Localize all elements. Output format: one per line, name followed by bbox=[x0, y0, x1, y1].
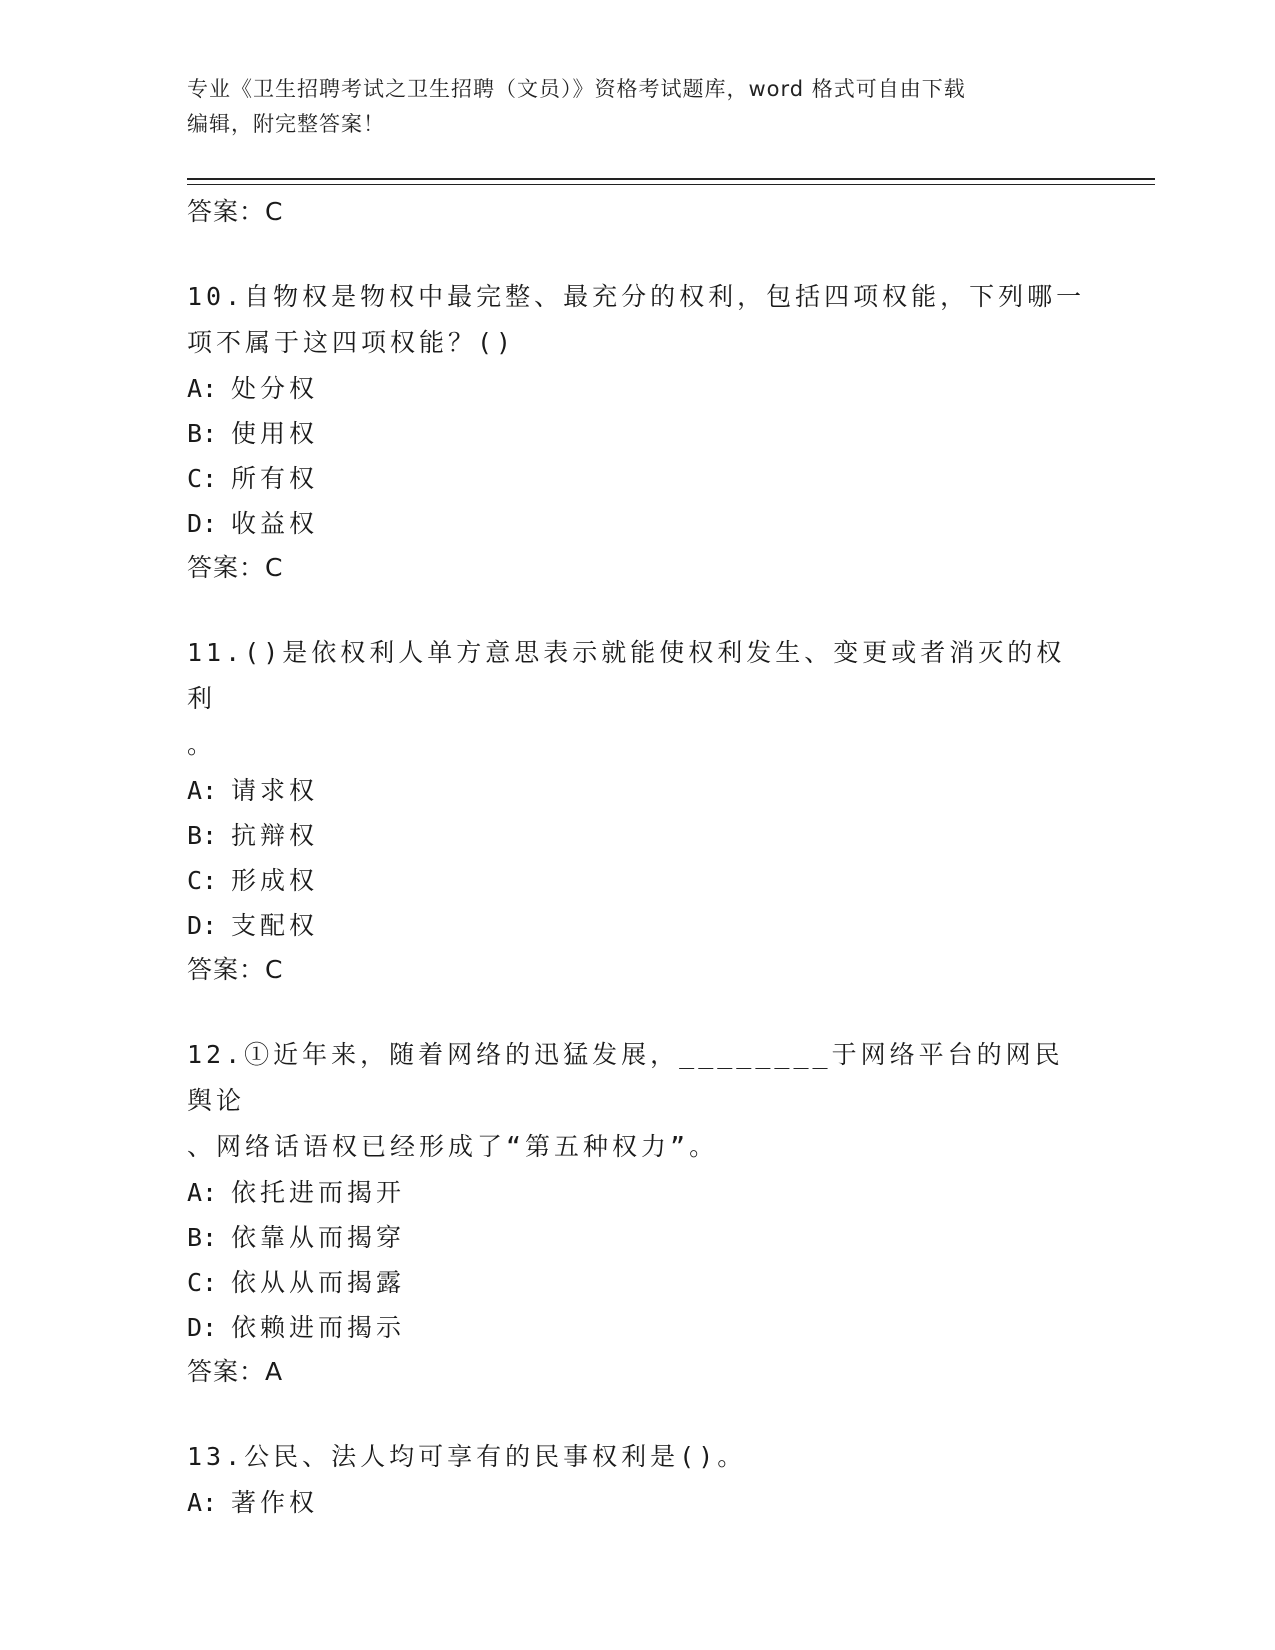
option-b bbox=[187, 411, 1087, 456]
option-text: 依靠从而揭穿 bbox=[231, 1223, 406, 1252]
option-text: 依赖进而揭示 bbox=[231, 1313, 406, 1342]
option-text: 使用权 bbox=[231, 419, 319, 448]
option-text: 形成权 bbox=[231, 866, 319, 895]
question-stem-line: 。 bbox=[187, 730, 217, 759]
header-line-1: 专业《卫生招聘考试之卫生招聘（文员）》资格考试题库，word 格式可自由下载 bbox=[187, 77, 966, 101]
option-d bbox=[187, 501, 1087, 546]
option-letter: A: bbox=[187, 1488, 218, 1517]
option-text: 收益权 bbox=[231, 509, 319, 538]
option-b bbox=[187, 1215, 1087, 1260]
question-stem-line: 、网络话语权已经形成了“第五种权力”。 bbox=[187, 1132, 719, 1161]
option-b bbox=[187, 813, 1087, 858]
option-letter: D: bbox=[187, 1313, 218, 1342]
option-letter: D: bbox=[187, 509, 218, 538]
question-11 bbox=[187, 630, 1087, 992]
answer: 答案：C bbox=[187, 955, 284, 984]
option-letter: A: bbox=[187, 776, 218, 805]
question-12 bbox=[187, 1032, 1087, 1394]
option-text: 请求权 bbox=[231, 776, 319, 805]
option-c bbox=[187, 456, 1087, 501]
question-stem-line: 11.()是依权利人单方意思表示就能使权利发生、变更或者消灭的权利 bbox=[187, 638, 1066, 713]
question-10 bbox=[187, 274, 1087, 590]
question-13 bbox=[187, 1434, 1087, 1525]
spacer bbox=[187, 992, 1087, 1032]
option-letter: B: bbox=[187, 1223, 218, 1252]
option-text: 依从从而揭露 bbox=[231, 1268, 406, 1297]
option-a bbox=[187, 1170, 1087, 1215]
question-stem-line: 12.①近年来，随着网络的迅猛发展，________于网络平台的网民舆论 bbox=[187, 1040, 1064, 1115]
question-list bbox=[187, 190, 1087, 1525]
option-letter: A: bbox=[187, 1178, 218, 1207]
option-letter: C: bbox=[187, 1268, 218, 1297]
header-line-2: 编辑，附完整答案！ bbox=[187, 112, 385, 136]
option-a bbox=[187, 1480, 1087, 1525]
option-a bbox=[187, 366, 1087, 411]
option-text: 支配权 bbox=[231, 911, 319, 940]
option-letter: C: bbox=[187, 866, 218, 895]
header-divider-thin bbox=[187, 184, 1155, 185]
option-d bbox=[187, 903, 1087, 948]
spacer bbox=[187, 1394, 1087, 1434]
answer: 答案：C bbox=[187, 553, 284, 582]
option-letter: B: bbox=[187, 821, 218, 850]
option-letter: C: bbox=[187, 464, 218, 493]
option-c bbox=[187, 858, 1087, 903]
option-text: 处分权 bbox=[231, 374, 319, 403]
question-stem-line: 项不属于这四项权能？() bbox=[187, 328, 516, 357]
spacer bbox=[187, 234, 1087, 274]
answer: 答案：A bbox=[187, 1357, 284, 1386]
document-header bbox=[187, 72, 1067, 142]
option-text: 依托进而揭开 bbox=[231, 1178, 406, 1207]
question-stem-line: 10.自物权是物权中最完整、最充分的权利，包括四项权能，下列哪一 bbox=[187, 282, 1086, 311]
question-stem-line: 13.公民、法人均可享有的民事权利是()。 bbox=[187, 1442, 747, 1471]
option-text: 著作权 bbox=[231, 1488, 319, 1517]
option-a bbox=[187, 768, 1087, 813]
option-letter: B: bbox=[187, 419, 218, 448]
option-text: 抗辩权 bbox=[231, 821, 319, 850]
option-c bbox=[187, 1260, 1087, 1305]
option-letter: A: bbox=[187, 374, 218, 403]
option-text: 所有权 bbox=[231, 464, 319, 493]
option-d bbox=[187, 1305, 1087, 1350]
header-divider-thick bbox=[187, 178, 1155, 180]
option-letter: D: bbox=[187, 911, 218, 940]
spacer bbox=[187, 590, 1087, 630]
previous-answer: 答案：C bbox=[187, 197, 284, 226]
